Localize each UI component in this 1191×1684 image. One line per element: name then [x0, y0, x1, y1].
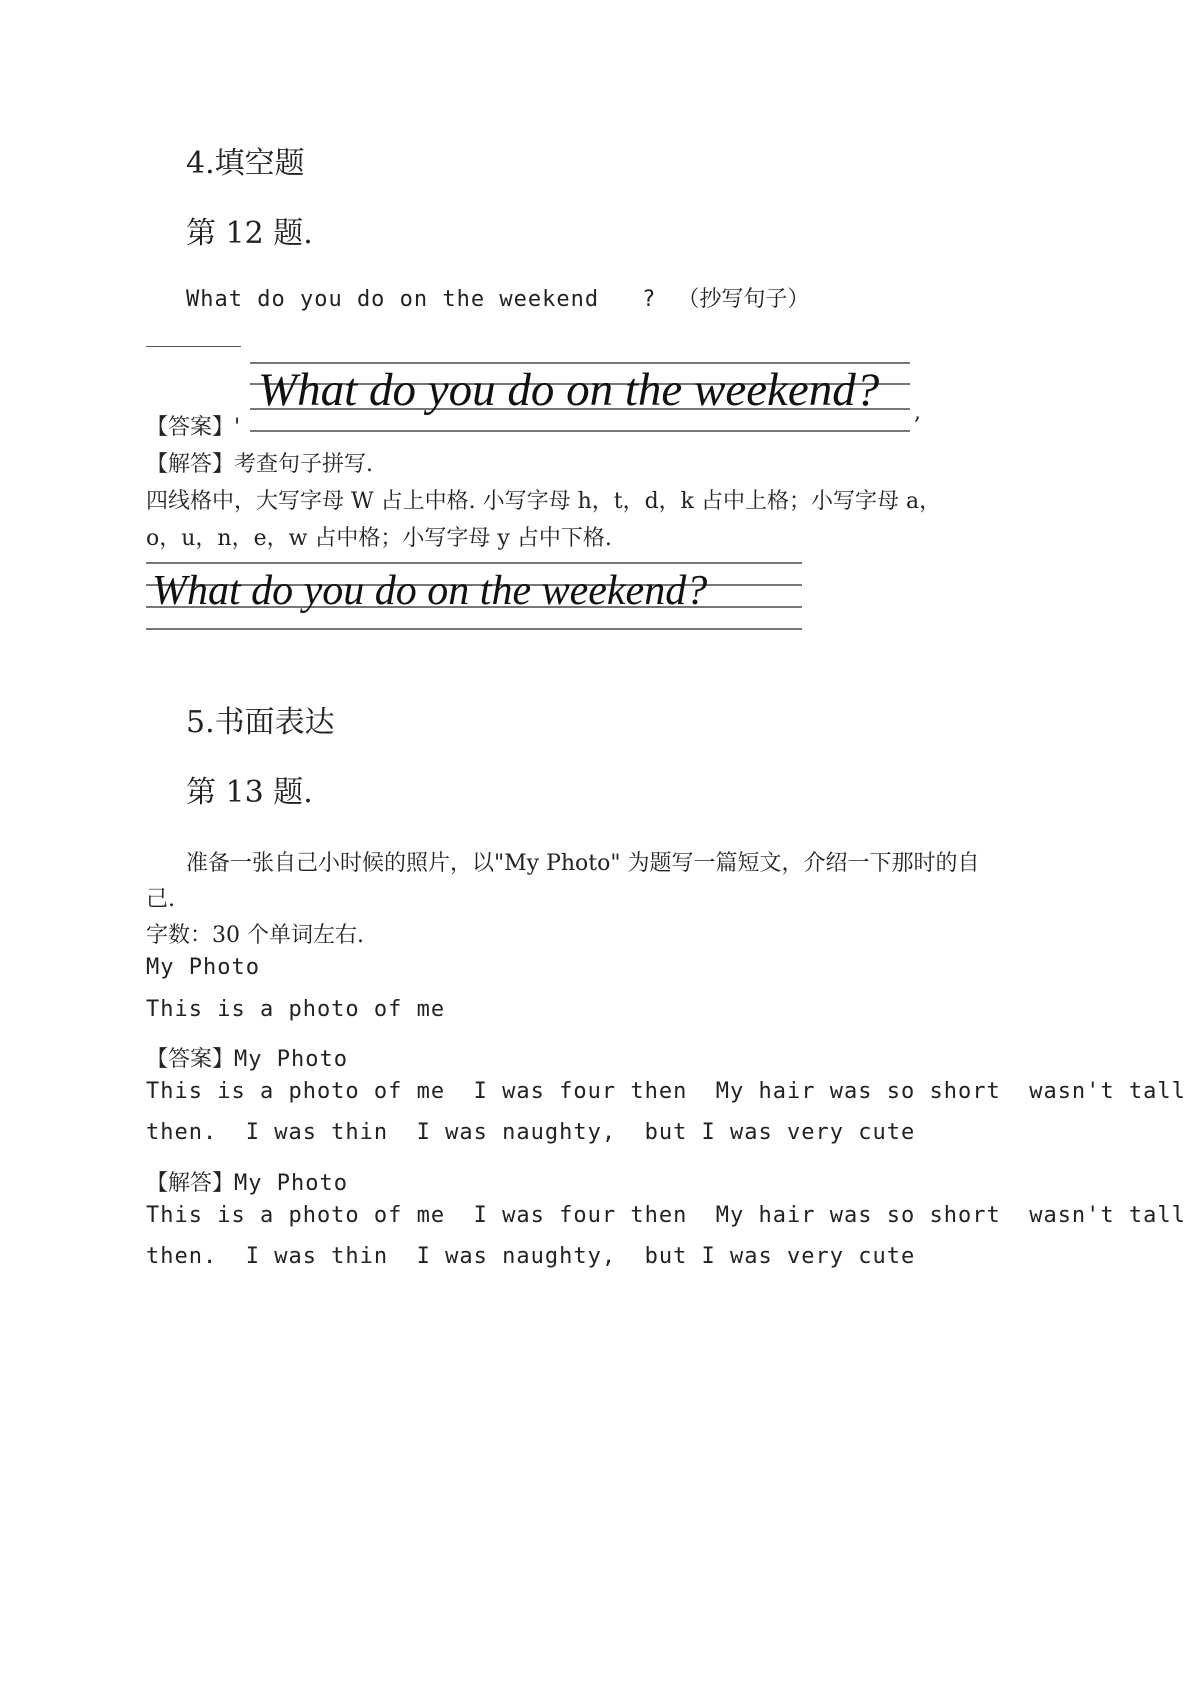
- analysis-row: [146, 447, 373, 478]
- answer-row: [146, 410, 240, 441]
- answer-13-row: [146, 1042, 348, 1073]
- answer-quote-open: ': [234, 415, 241, 440]
- answer-label: 【答案】: [146, 415, 235, 440]
- analysis-line2: 四线格中，大写字母 W 占上中格. 小写字母 h，t，d，k 占中上格；小写字母 a，: [146, 489, 942, 514]
- question-12-prompt: [186, 282, 809, 313]
- answer-13-title: My Photo: [234, 1047, 348, 1072]
- prompt-question-mark: ?: [642, 287, 657, 312]
- answer-13-label: 【答案】: [146, 1047, 235, 1072]
- analysis-handwriting: What do you do on the weekend?: [152, 568, 708, 614]
- analysis-13-title: My Photo: [234, 1171, 348, 1196]
- answer-13-line1: This is a photo of me I was four then My hair was so short wasn't tall: [146, 1079, 1186, 1104]
- analysis-line3: o，u，n，e，w 占中格；小写字母 y 占中下格.: [146, 526, 612, 551]
- section-title-writing: 5.书面表达: [186, 705, 335, 740]
- analysis-label: 【解答】: [146, 452, 235, 477]
- answer-handwriting: What do you do on the weekend?: [258, 364, 880, 416]
- question-13-prompt-line1: 准备一张自己小时候的照片，以"My Photo" 为题写一篇短文，介绍一下那时的自: [186, 851, 980, 876]
- answer-13-line2: then. I was thin I was naughty, but I was very cute: [146, 1120, 916, 1145]
- question-number-12: 第 12 题.: [186, 216, 313, 251]
- essay-start: This is a photo of me: [146, 997, 446, 1022]
- analysis-13-line2: then. I was thin I was naughty, but I was very cute: [146, 1244, 916, 1269]
- answer-blank-line: [146, 346, 241, 347]
- analysis-13-label: 【解答】: [146, 1171, 235, 1196]
- answer-quote-close: ,: [914, 400, 921, 425]
- essay-title: My Photo: [146, 955, 260, 980]
- question-number-13: 第 13 题.: [186, 775, 313, 810]
- word-count: 字数：30 个单词左右.: [146, 923, 364, 948]
- prompt-sentence: What do you do on the weekend: [186, 287, 600, 312]
- analysis-13-line1: This is a photo of me I was four then My hair was so short wasn't tall: [146, 1203, 1186, 1228]
- analysis-line1: 考查句子拼写.: [234, 452, 374, 477]
- section-title-fill-in: 4.填空题: [186, 146, 305, 181]
- analysis-13-row: [146, 1166, 348, 1197]
- prompt-instruction: （抄写句子）: [677, 287, 810, 312]
- question-13-prompt-line2: 己.: [146, 887, 175, 912]
